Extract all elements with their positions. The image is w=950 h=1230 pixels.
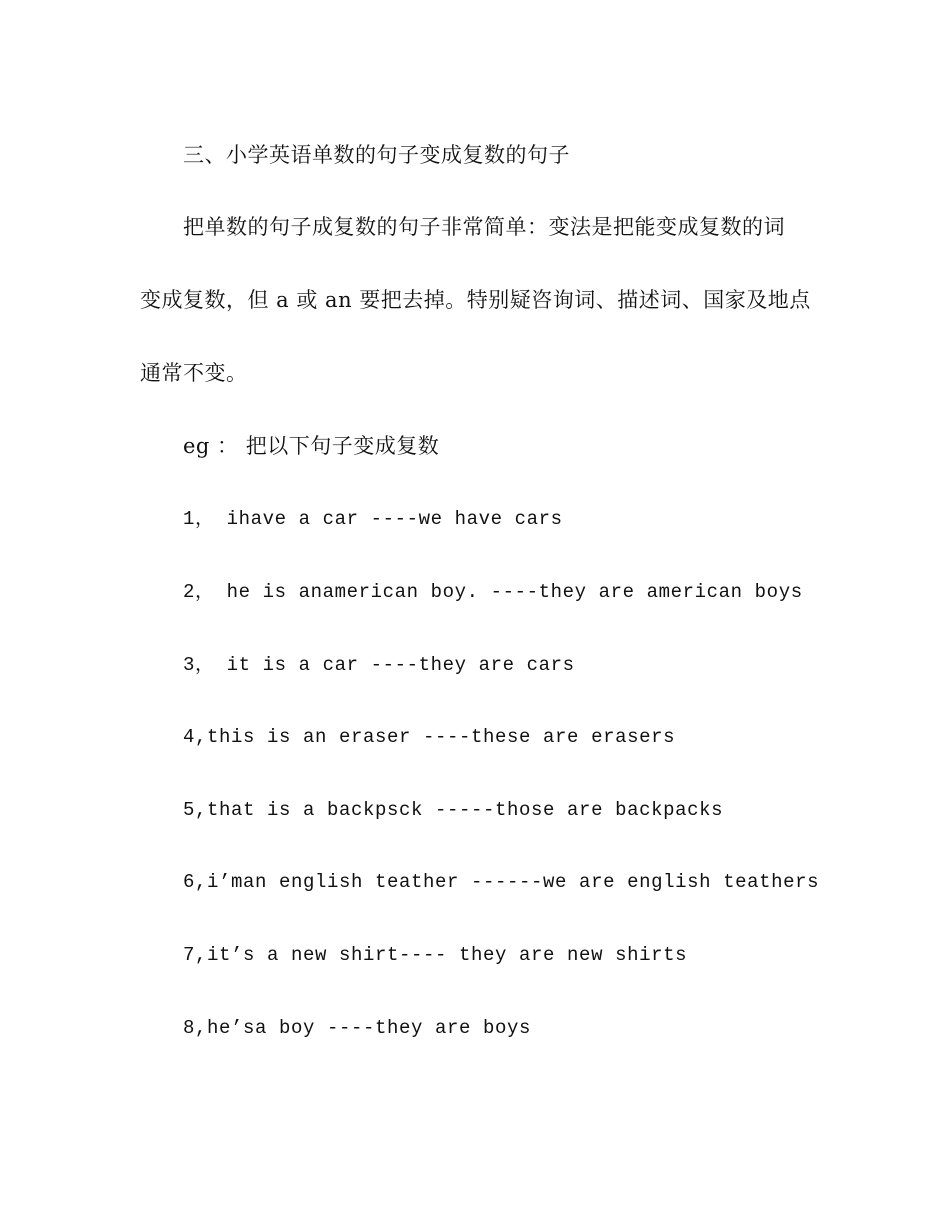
- intro-paragraph-line-1: 把单数的句子成复数的句子非常简单：变法是把能变成复数的词: [183, 215, 785, 239]
- intro-paragraph-line-2: 变成复数，但 a 或 an 要把去掉。特别疑咨询词、描述词、国家及地点: [140, 288, 811, 312]
- example-item: 1， ihave a car ----we have cars: [183, 508, 563, 530]
- example-item: 8,he’sa boy ----they are boys: [183, 1017, 532, 1039]
- section-title: 三、小学英语单数的句子变成复数的句子: [183, 143, 570, 167]
- example-item: 3， it is a car ----they are cars: [183, 654, 575, 676]
- example-heading: eg ： 把以下句子变成复数: [183, 434, 440, 458]
- intro-paragraph-line-3: 通常不变。: [140, 361, 248, 385]
- example-item: 2， he is anamerican boy. ----they are american boys: [183, 581, 803, 603]
- example-item: 6,i’man english teather ------we are english teathers: [183, 871, 820, 893]
- example-item: 7,it’s a new shirt---- they are new shirts: [183, 944, 688, 966]
- example-item: 5,that is a backpsck -----those are backpacks: [183, 799, 724, 821]
- example-item: 4,this is an eraser ----these are erasers: [183, 726, 676, 748]
